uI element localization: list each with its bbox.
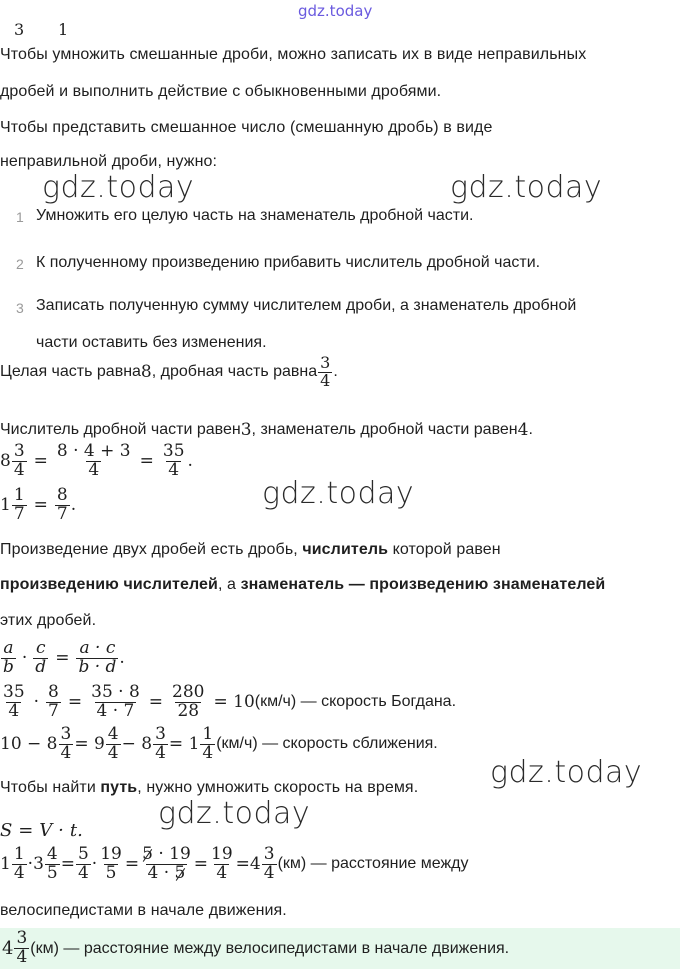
formula-c: c: [35, 638, 46, 658]
equals: =: [148, 692, 164, 713]
frac-den: 4: [263, 862, 275, 883]
mixed-whole: 3: [33, 854, 44, 875]
formula-b: b: [3, 656, 14, 677]
frac-num: 19: [211, 844, 233, 864]
frac-den: 4: [216, 862, 228, 883]
speed-result: = 10: [213, 692, 255, 713]
svt-formula: S = V · t.: [0, 820, 83, 841]
equals: =: [193, 854, 209, 875]
path-bold: путь: [100, 779, 138, 796]
equals: =: [67, 692, 83, 713]
answer-text: (км) — расстояние между велосипедистами в начале движения.: [30, 939, 510, 957]
frac-den-rest: 4 ·: [147, 862, 175, 883]
rule-line-2: [0, 576, 605, 594]
period: .: [528, 421, 533, 438]
frac-num: 3: [263, 844, 275, 864]
frac-den: 7: [48, 700, 59, 721]
answer-den: 4: [16, 947, 28, 967]
fraction-numerator: 3: [320, 353, 331, 372]
frac-num: 3: [60, 724, 72, 744]
path-text: Чтобы найти: [0, 779, 101, 796]
frac-num: 3: [155, 724, 166, 744]
result-num: 35: [162, 441, 185, 461]
frac-den: 4: [77, 862, 89, 883]
numerator-value: 3: [240, 420, 252, 440]
conversion-8-3-4: [0, 443, 193, 480]
expr-den: 4: [88, 459, 100, 480]
step-text-1: Умножить его целую часть на знаменатель дробной части.: [36, 207, 474, 224]
speed-calculation: [0, 684, 456, 721]
frac-num: 35 · 8: [91, 682, 140, 702]
mixed-whole: 1: [0, 854, 11, 875]
mixed-num: 3: [13, 441, 25, 461]
speed-caption: (км/ч) — скорость Богдана.: [254, 693, 457, 711]
result-num: 8: [56, 485, 68, 505]
approach-caption: (км/ч) — скорость сближения.: [216, 735, 438, 753]
watermark-2: gdz.today: [450, 170, 603, 205]
dot: ·: [33, 692, 40, 713]
frac-den: 4: [8, 700, 20, 721]
equals: =: [60, 854, 75, 875]
rule-bold-numerator: числитель: [302, 541, 389, 558]
equals: =: [33, 495, 48, 516]
equals: =: [33, 451, 48, 472]
frac-num: 1: [202, 724, 214, 744]
frac-den: 4: [155, 742, 166, 763]
answer-box: [0, 928, 680, 969]
whole-part-value: 8: [140, 362, 152, 383]
period: .: [119, 648, 125, 669]
rule-line-1: [0, 541, 501, 559]
intro-line-1: Чтобы умножить смешанные дроби, можно записать их в виде неправильных: [0, 46, 587, 63]
expr: = 9: [74, 734, 105, 755]
result-den: 4: [168, 459, 180, 480]
equals: =: [124, 854, 140, 875]
numerator-line: [0, 420, 533, 440]
rule-text: которой равен: [388, 541, 501, 558]
frac-den-cancel: [146, 864, 188, 883]
frac-num: 280: [172, 682, 205, 702]
equals: =: [139, 451, 154, 472]
frac-num-rest: · 19: [152, 844, 191, 864]
frac-den: 5: [46, 862, 58, 883]
frac-num-cancel: [140, 846, 193, 864]
watermark-4: gdz.today: [490, 755, 643, 790]
fraction-denominator: 4: [320, 370, 331, 390]
rule-bold-denominator: знаменатель — произведению знаменателей: [240, 576, 606, 593]
path-rule: [0, 779, 418, 797]
step-text-3: Записать полученную сумму числителем дроби, а знаменатель дробной: [36, 297, 577, 314]
cut-fragment-right: 1: [58, 20, 69, 39]
frac-den: 28: [177, 700, 200, 721]
expr: = 1: [168, 734, 200, 755]
formula-a: a: [3, 638, 14, 658]
frac-den: 5: [105, 862, 117, 883]
answer-num: 3: [16, 928, 28, 949]
path-text: , нужно умножить скорость на время.: [137, 779, 419, 796]
intro-line-4: неправильной дроби, нужно:: [0, 153, 218, 170]
frac-num: 4: [46, 844, 58, 864]
formula-result-den: b · d: [78, 656, 117, 677]
frac-den: 4: [107, 742, 119, 763]
approach-speed: [0, 726, 438, 763]
mixed-whole: 1: [0, 495, 11, 516]
period: .: [70, 495, 77, 516]
rule-text: , а: [217, 576, 241, 593]
conversion-1-1-7: [0, 487, 76, 524]
mixed-den: 4: [13, 459, 25, 480]
rule-text: Произведение двух дробей есть дробь,: [0, 541, 303, 558]
period: .: [187, 451, 193, 472]
step-text-3-cont: части оставить без изменения.: [36, 334, 267, 351]
mixed-den: 7: [13, 503, 25, 524]
intro-line-2: дробей и выполнить действие с обыкновенными дробями.: [0, 83, 442, 100]
frac-num: 5: [77, 844, 89, 864]
denominator-value: 4: [517, 420, 529, 440]
header-watermark: gdz.today: [298, 2, 373, 20]
frac-den: 4: [13, 862, 25, 883]
answer-whole: 4: [2, 938, 14, 959]
frac-num: 19: [100, 844, 122, 864]
frac-den: 4 · 7: [96, 700, 135, 721]
expr: − 8: [121, 734, 153, 755]
distance-caption: (км) — расстояние между: [277, 855, 469, 873]
whole-part-text: Целая часть равна: [0, 363, 141, 381]
fraction-part-text: , дробная часть равна: [151, 363, 318, 381]
watermark-3: gdz.today: [262, 476, 415, 511]
mixed-whole: 4: [249, 854, 261, 875]
equals: =: [55, 648, 70, 669]
whole-part-line: [0, 355, 338, 390]
distance-caption-line-2: велосипедистами в начале движения.: [0, 902, 287, 919]
watermark-5: gdz.today: [158, 796, 311, 831]
intro-line-3: Чтобы представить смешанное число (смешанную дробь) в виде: [0, 119, 493, 136]
distance-calculation: [0, 846, 469, 883]
cancelled-5: 5: [142, 844, 153, 864]
dot: ·: [91, 854, 98, 875]
dot: ·: [21, 648, 28, 669]
frac-num: 35: [3, 682, 25, 702]
step-text-2: К полученному произведению прибавить числитель дробной части.: [36, 254, 541, 271]
mixed-num: 1: [13, 485, 25, 505]
formula-d: d: [35, 656, 47, 677]
cut-fragment-left: 3: [14, 20, 25, 39]
result-den: 7: [56, 503, 68, 524]
mixed-whole: 8: [0, 451, 11, 472]
period: .: [333, 363, 338, 381]
step-number-1: 1: [16, 209, 24, 225]
equals: =: [235, 854, 250, 875]
dot: ·: [27, 854, 34, 875]
frac-num: 4: [107, 724, 119, 744]
product-formula: [0, 640, 125, 677]
frac-num: 8: [48, 682, 59, 702]
fraction-part-value: [318, 355, 332, 390]
step-number-3: 3: [16, 300, 24, 316]
frac-den: 4: [60, 742, 72, 763]
expr-num: 8 · 4 + 3: [56, 441, 131, 461]
formula-result-num: a · c: [79, 638, 116, 658]
numerator-text: Числитель дробной части равен: [0, 421, 241, 438]
step-number-2: 2: [16, 256, 24, 272]
rule-line-3: этих дробей.: [0, 612, 97, 629]
expr: 10 − 8: [0, 734, 58, 755]
watermark-1: gdz.today: [42, 170, 195, 205]
rule-bold-product-numerators: произведению числителей: [0, 576, 218, 593]
denominator-text: , знаменатель дробной части равен: [251, 421, 518, 438]
frac-den: 4: [202, 742, 214, 763]
frac-num: 1: [13, 844, 25, 864]
cancelled-5: 5: [174, 862, 186, 883]
